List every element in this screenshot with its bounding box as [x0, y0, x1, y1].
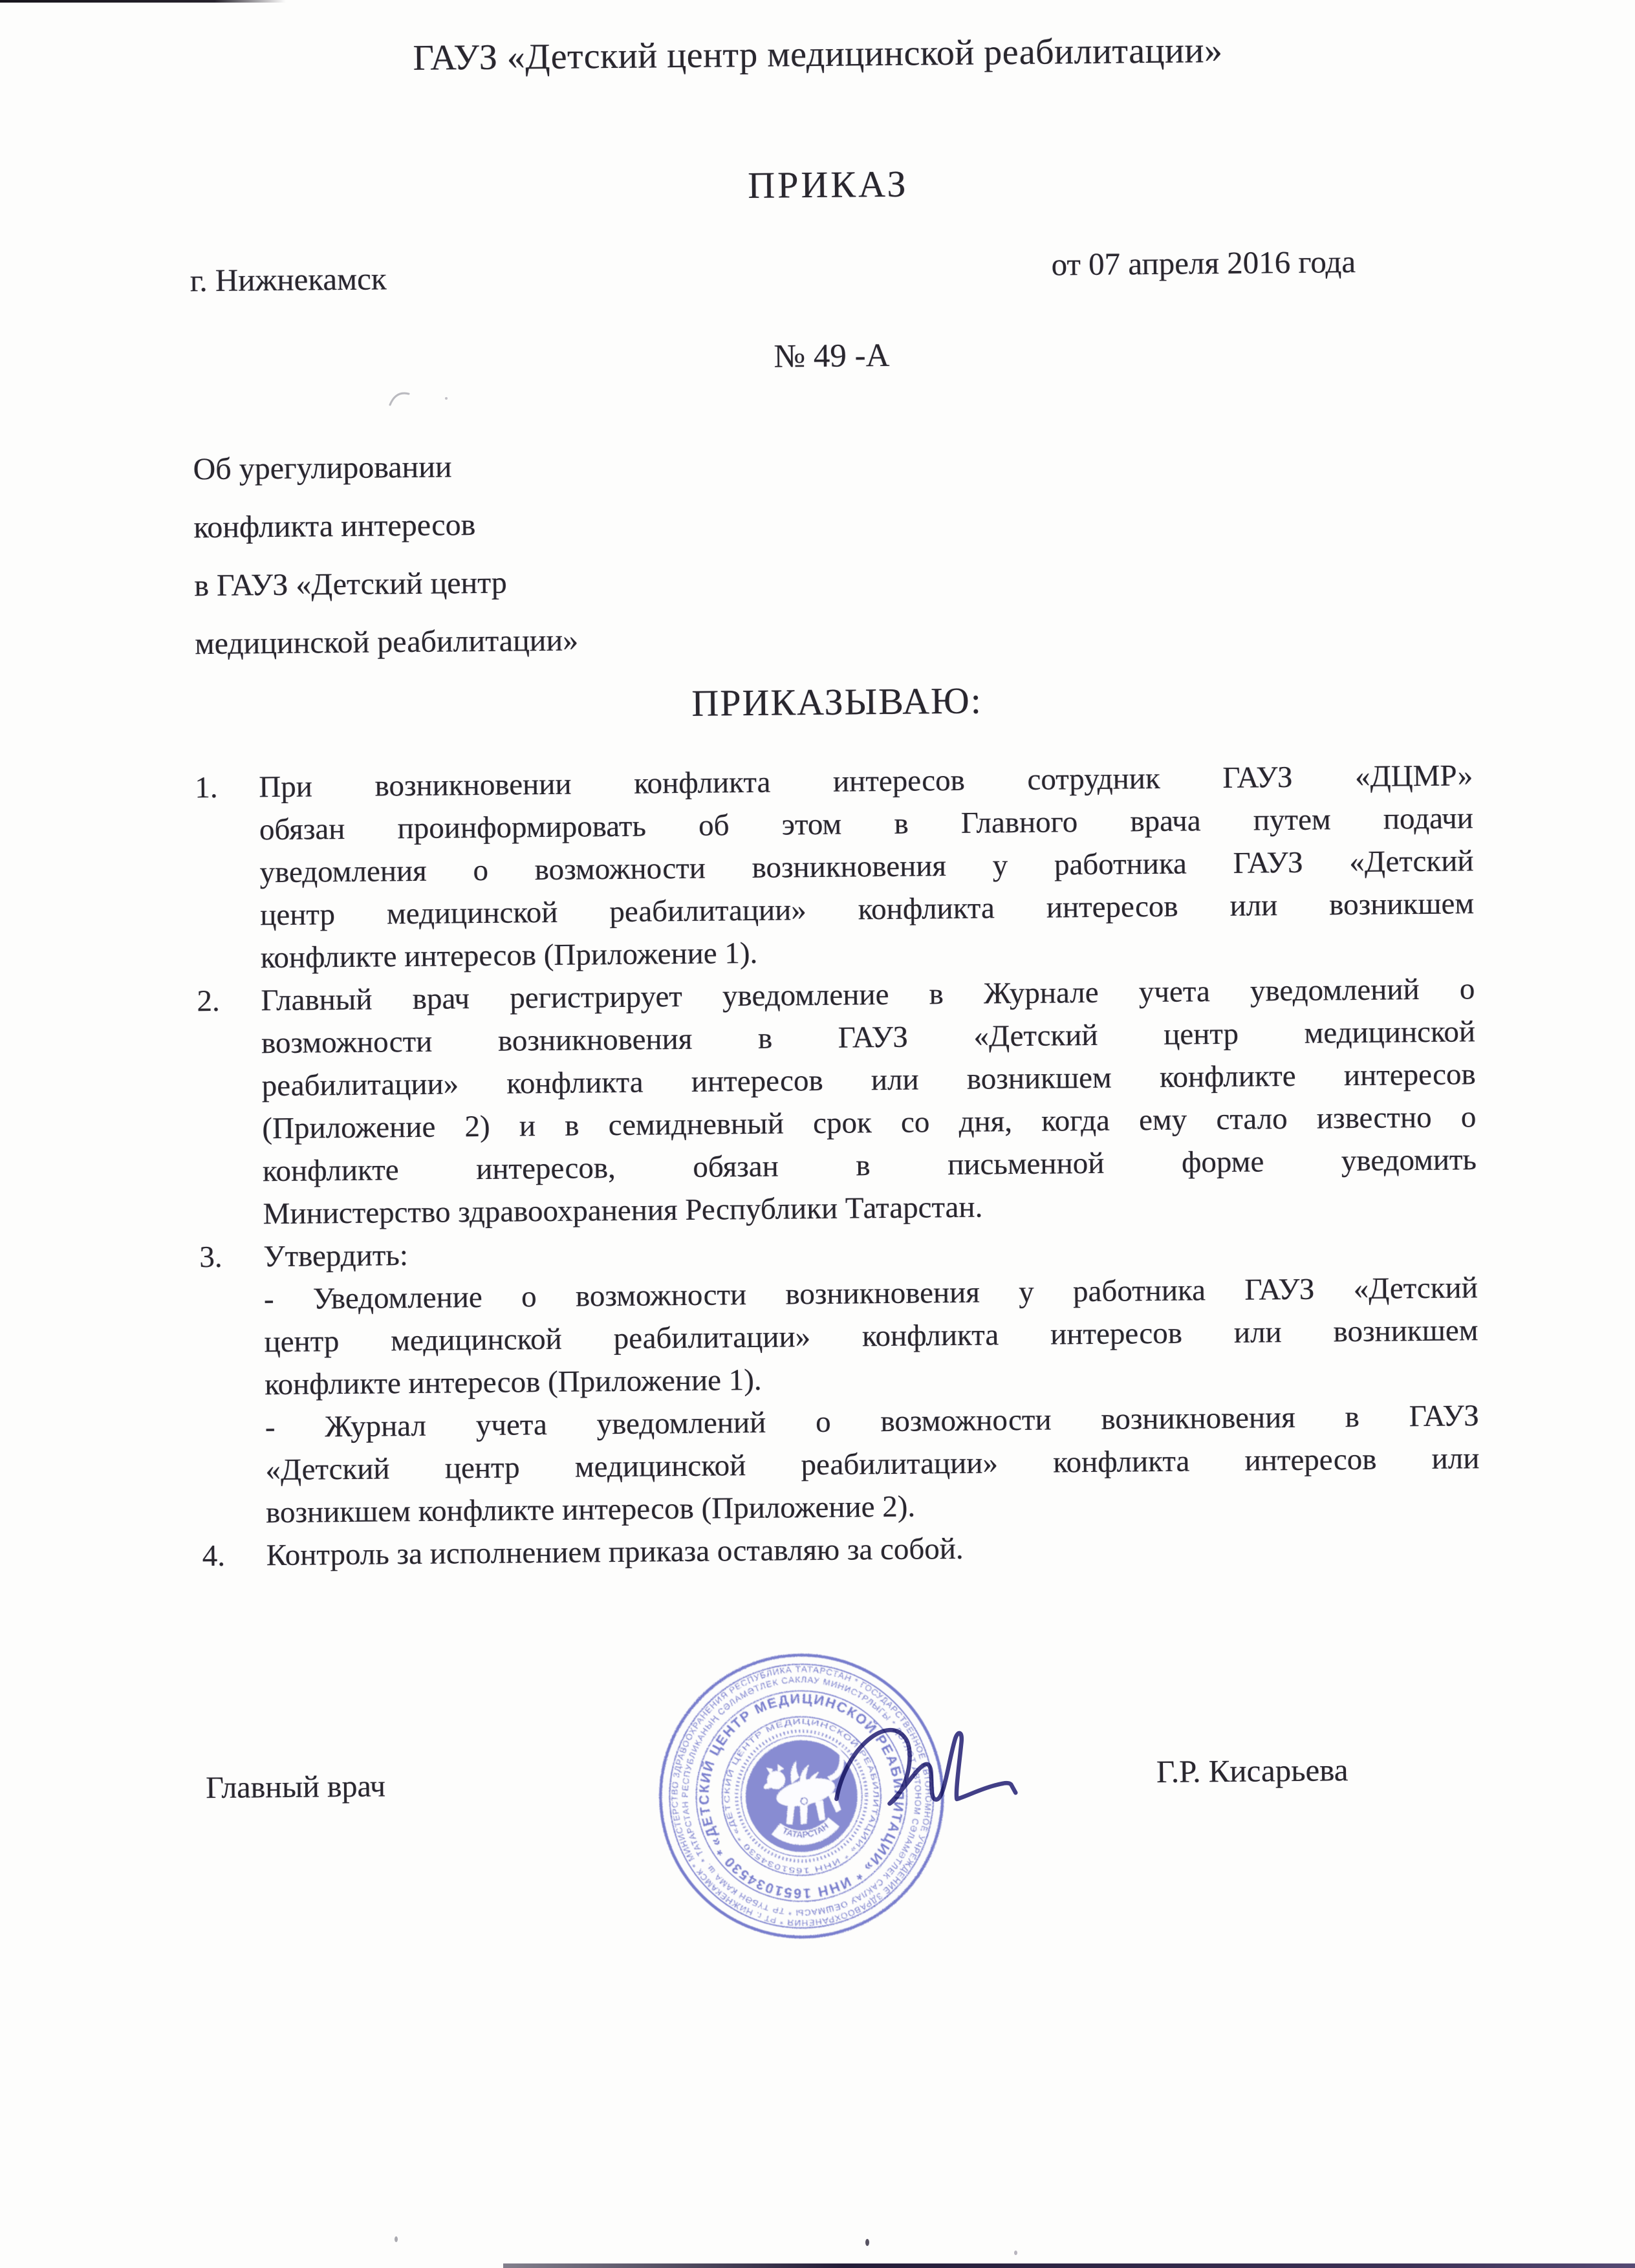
stamp-small-ring-text: «ДЕТСКИЙ ЦЕНТР МЕДИЦИНСКОЙ РЕАБИЛИТАЦИИ» * ИНН 1651034530 *: [723, 1718, 880, 1874]
stamp-inner-ring-text: «ДЕТСКИЙ ЦЕНТР МЕДИЦИНСКОЙ РЕАБИЛИТАЦИИ» * ИНН 1651034530 *: [697, 1691, 907, 1901]
order-item-line: уведомления о возможности возникновения у работника ГАУЗ «Детский: [259, 844, 1474, 890]
doc-number: № 49 -А: [774, 337, 890, 375]
scan-artifact-bottom-line: [503, 2263, 1635, 2268]
order-item-line: возможности возникновения в ГАУЗ «Детский центр медицинской: [261, 1015, 1476, 1061]
scan-artifact-speck: [1014, 2251, 1017, 2255]
city-label: г. Нижнекамск: [189, 261, 387, 299]
scan-artifact-speck: [445, 397, 448, 400]
doc-type-title: ПРИКАЗ: [748, 162, 909, 206]
order-item-line: (Приложение 2) и в семидневный срок со дня, когда ему стало известно о: [262, 1100, 1477, 1146]
scan-artifact-speck: [865, 2239, 869, 2246]
scan-artifact-speck: [395, 2236, 398, 2242]
order-item-line: - Уведомление о возможности возникновения у работника ГАУЗ «Детский: [263, 1271, 1478, 1317]
stamp-center-label: ТАТАРСТАН: [781, 1820, 831, 1840]
order-item-line: Министерство здравоохранения Республики Татарстан.: [263, 1190, 983, 1231]
order-list: [191, 754, 1480, 1577]
subject-line: в ГАУЗ «Детский центр: [194, 565, 508, 603]
order-item: [191, 754, 1475, 980]
order-item-line: обязан проинформировать об этом в Главного врача путем подачи: [259, 801, 1474, 847]
order-item-line: конфликте интересов (Приложение 1).: [264, 1363, 762, 1402]
signoff-name: Г.Р. Кисарьева: [1156, 1752, 1348, 1790]
subject-line: конфликта интересов: [193, 508, 476, 545]
order-item-line: Контроль за исполнением приказа оставляю за собой.: [266, 1531, 964, 1573]
stamp-tatar-ring-text: ТАТАРСТАН РЕСПУБЛИКАНЫҢ СӘЛАМӘТЛЕК САКЛАУ МИНИСТРЛЫГЫ * ДӘҮЛӘТ АВТОНОМ СӘЛАМӘТЛЕК САКЛАУ ОЕШМАСЫ * ТР ТҮБӘН КАМА ш. *: [680, 1674, 924, 1918]
order-item-line: конфликте интересов, обязан в письменной форме уведомить: [262, 1143, 1477, 1189]
order-item-line: центр медицинской реабилитации» конфликта интересов или возникшем: [259, 887, 1475, 933]
order-item-line: Утвердить:: [263, 1238, 409, 1274]
order-item: [193, 967, 1477, 1236]
order-item-line: реабилитации» конфликта интересов или возникшем конфликте интересов: [261, 1057, 1476, 1103]
date-label: от 07 апреля 2016 года: [1051, 243, 1356, 283]
order-item-line: - Журнал учета уведомлений о возможности возникновения в ГАУЗ: [265, 1399, 1479, 1445]
resolution-heading: ПРИКАЗЫВАЮ:: [691, 679, 983, 724]
stamp-outer-ring-text: МИНИСТЕРСТВО ЗДРАВООХРАНЕНИЯ РЕСПУБЛИКА ТАТАРСТАН * ГОСУДАРСТВЕННОЕ АВТОНОМНОЕ УЧРЕЖДЕНИЕ ЗДРАВООХРАНЕНИЯ * РТ г. НИЖНЕКАМСК *: [669, 1664, 934, 1928]
order-item-line: возникшем конфликте интересов (Приложение 2).: [265, 1489, 916, 1530]
subject-line: медицинской реабилитации»: [194, 623, 579, 662]
order-item-line: Главный врач регистрирует уведомление в Журнале учета уведомлений о: [261, 972, 1475, 1018]
scan-artifact-pencil-mark: [387, 385, 415, 411]
org-header: ГАУЗ «Детский центр медицинской реабилитации»: [413, 30, 1223, 78]
order-item-number: 3.: [199, 1240, 222, 1275]
subject-block: [193, 437, 578, 674]
order-item: [195, 1224, 1480, 1535]
order-item-number: 4.: [202, 1539, 226, 1573]
order-item-line: «Детский центр медицинской реабилитации» конфликта интересов или: [265, 1442, 1480, 1487]
order-item-number: 2.: [197, 984, 220, 1019]
order-item-line: конфликте интересов (Приложение 1).: [260, 936, 758, 975]
signoff-position: Главный врач: [205, 1769, 386, 1806]
order-item-line: центр медицинской реабилитации» конфликта интересов или возникшем: [264, 1313, 1478, 1359]
handwritten-signature: [816, 1687, 1031, 1822]
scan-artifact-top-streak: [0, 0, 286, 3]
order-item-number: 1.: [195, 770, 218, 805]
order-item-line: При возникновении конфликта интересов сотрудник ГАУЗ «ДЦМР»: [259, 759, 1473, 805]
subject-line: Об урегулировании: [193, 449, 452, 487]
